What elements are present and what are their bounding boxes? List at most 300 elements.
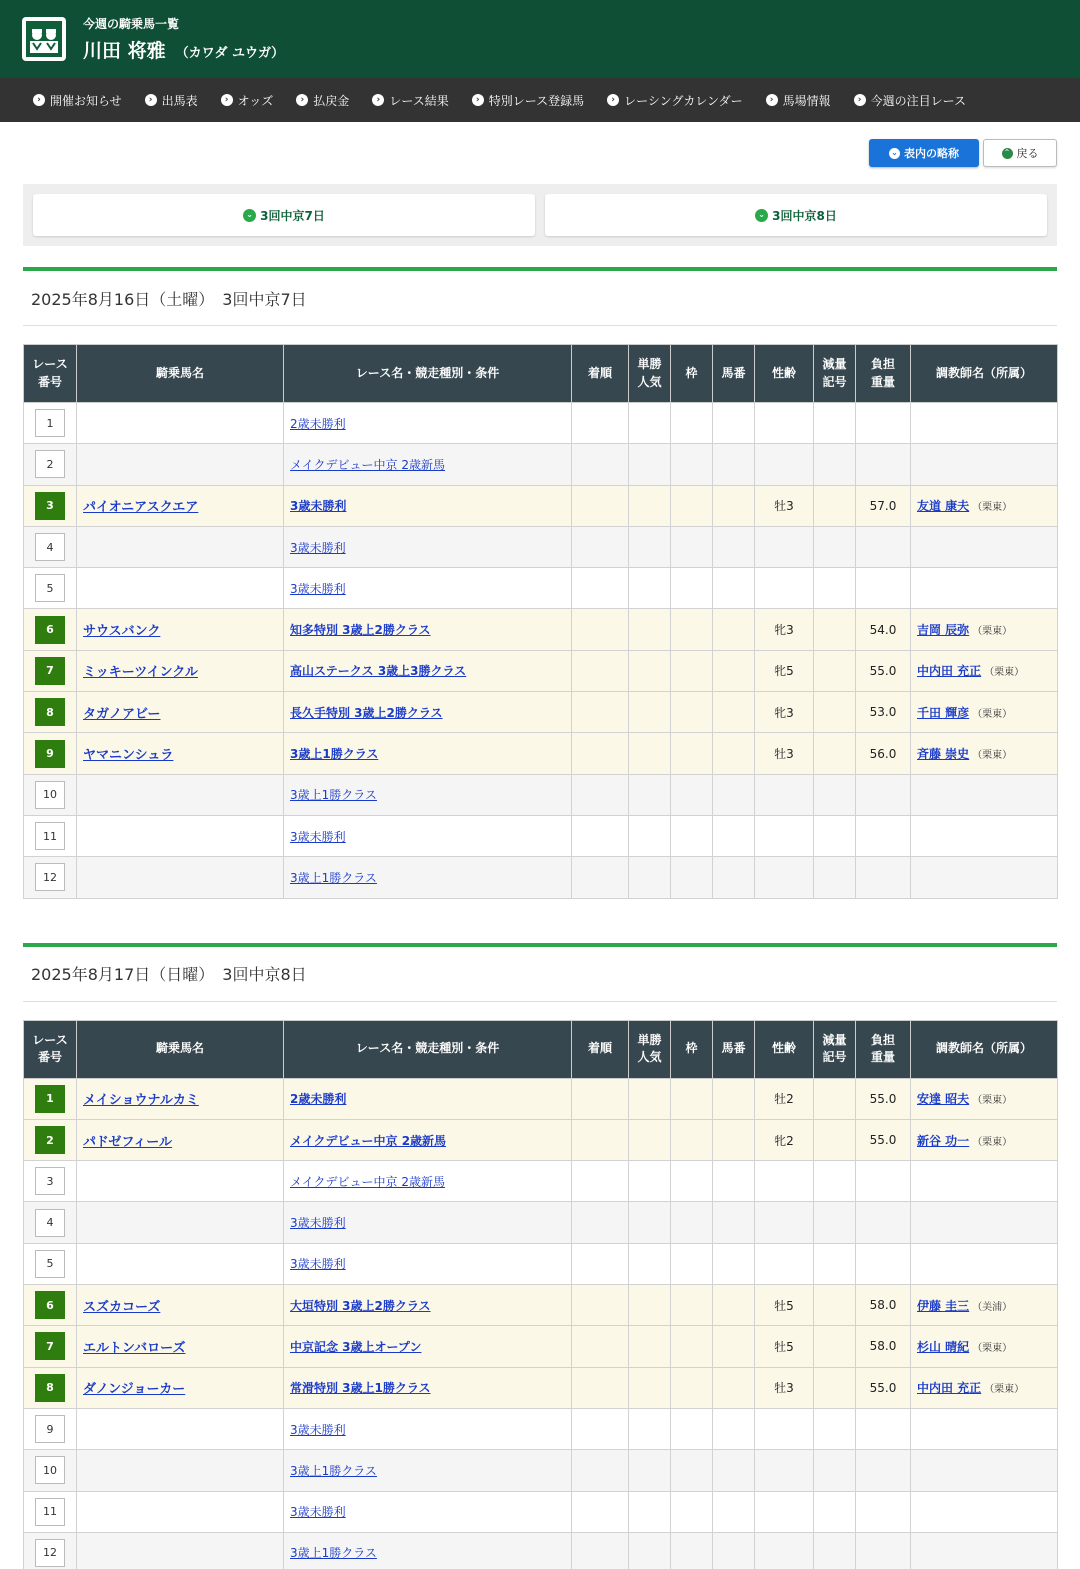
day-section-2 <box>23 943 1057 1569</box>
horse-link[interactable]: ミッキーツインクル <box>83 665 198 681</box>
frame-cell <box>671 1161 713 1202</box>
page-header <box>0 0 1080 78</box>
trainer-cell <box>911 815 1058 856</box>
col-frame: 枠 <box>671 1020 713 1078</box>
table-row <box>24 1450 1058 1491</box>
nav-item-odds[interactable]: › オッズ <box>221 92 274 109</box>
weight-cell: 55.0 <box>856 1367 911 1408</box>
frame-cell <box>671 403 713 444</box>
frame-cell <box>671 774 713 815</box>
trainer-cell <box>911 526 1058 567</box>
race-cell <box>284 1367 572 1408</box>
race-no-cell <box>24 1202 77 1243</box>
race-no-cell <box>24 857 77 898</box>
col-frame: 枠 <box>671 345 713 403</box>
chevron-right-icon: › <box>472 94 484 106</box>
horse-cell <box>77 815 284 856</box>
number-cell <box>713 526 755 567</box>
weight-mark-cell <box>814 1491 856 1532</box>
race-link[interactable]: 3歳未勝利 <box>290 1257 346 1272</box>
number-cell <box>713 568 755 609</box>
race-no-badge[interactable]: 6 <box>35 616 65 644</box>
nav-item-special-entries[interactable]: › 特別レース登録馬 <box>472 92 584 109</box>
day-tabs <box>23 184 1057 246</box>
trainer-link[interactable]: 杉山 晴紀 <box>917 1339 970 1354</box>
race-cell <box>284 857 572 898</box>
trainer-affiliation: （栗東） <box>972 502 1013 514</box>
horse-link[interactable]: スズカコーズ <box>83 1299 161 1315</box>
finish-cell <box>572 1367 629 1408</box>
race-link[interactable]: メイクデビュー中京 2歳新馬 <box>290 1174 445 1189</box>
horse-link[interactable]: ダノンジョーカー <box>83 1382 186 1398</box>
finish-cell <box>572 1161 629 1202</box>
race-cell <box>284 650 572 691</box>
finish-cell <box>572 1285 629 1326</box>
col-race-no: レース 番号 <box>24 345 77 403</box>
table-row <box>24 403 1058 444</box>
horse-link[interactable]: パイオニアスクエア <box>83 500 199 516</box>
nav-item-track-info[interactable]: › 馬場情報 <box>766 92 831 109</box>
race-link[interactable]: 3歳上1勝クラス <box>290 1463 377 1478</box>
race-no-cell <box>24 1367 77 1408</box>
popularity-cell <box>629 526 671 567</box>
sex-age-cell: 牝5 <box>755 650 814 691</box>
frame-cell <box>671 650 713 691</box>
day-section-1 <box>23 267 1057 899</box>
trainer-link[interactable]: 伊藤 圭三 <box>917 1298 970 1313</box>
col-number: 馬番 <box>713 345 755 403</box>
horse-cell <box>77 1532 284 1569</box>
weight-mark-cell <box>814 692 856 733</box>
horse-cell <box>77 1285 284 1326</box>
popularity-cell <box>629 1491 671 1532</box>
table-row <box>24 1161 1058 1202</box>
number-cell <box>713 774 755 815</box>
chevron-right-icon: › <box>372 94 384 106</box>
race-link[interactable]: 常滑特別 3歳上1勝クラス <box>290 1381 431 1396</box>
race-no-badge[interactable]: 5 <box>35 1250 65 1278</box>
race-link[interactable]: 3歳上1勝クラス <box>290 870 377 885</box>
popularity-cell <box>629 1243 671 1284</box>
weight-mark-cell <box>814 1326 856 1367</box>
weight-cell: 55.0 <box>856 650 911 691</box>
race-no-badge[interactable]: 10 <box>35 1456 65 1484</box>
weight-cell <box>856 568 911 609</box>
sex-age-cell: 牝3 <box>755 609 814 650</box>
back-button[interactable]: ⌃ 戻る <box>983 139 1057 167</box>
race-no-badge[interactable]: 2 <box>35 1126 65 1154</box>
number-cell <box>713 609 755 650</box>
table-row <box>24 609 1058 650</box>
frame-cell <box>671 1326 713 1367</box>
race-cell <box>284 485 572 526</box>
race-no-badge[interactable]: 3 <box>35 492 65 520</box>
horse-link[interactable]: エルトンバローズ <box>83 1340 186 1356</box>
main-nav <box>0 78 1080 122</box>
race-cell <box>284 774 572 815</box>
weight-mark-cell <box>814 1367 856 1408</box>
finish-cell <box>572 1243 629 1284</box>
finish-cell <box>572 857 629 898</box>
race-cell <box>284 1408 572 1449</box>
frame-cell <box>671 1532 713 1569</box>
nav-item-calendar[interactable]: › レーシングカレンダー <box>607 92 742 109</box>
weight-mark-cell <box>814 1243 856 1284</box>
chevron-down-icon: ⌄ <box>889 148 900 159</box>
race-cell <box>284 692 572 733</box>
race-table <box>23 344 1058 899</box>
number-cell <box>713 1243 755 1284</box>
weight-mark-cell <box>814 1202 856 1243</box>
race-no-cell <box>24 815 77 856</box>
frame-cell <box>671 1202 713 1243</box>
day-tab-2[interactable]: ⌄ 3回中京8日 <box>545 194 1047 236</box>
popularity-cell <box>629 1078 671 1119</box>
popularity-cell <box>629 1285 671 1326</box>
number-cell <box>713 1161 755 1202</box>
race-link[interactable]: 長久手特別 3歳上2勝クラス <box>290 705 443 720</box>
abbreviations-button[interactable]: ⌄ 表内の略称 <box>869 139 979 167</box>
weight-cell <box>856 1450 911 1491</box>
number-cell <box>713 1450 755 1491</box>
sex-age-cell <box>755 1450 814 1491</box>
horse-cell <box>77 1450 284 1491</box>
trainer-cell <box>911 1161 1058 1202</box>
horse-link[interactable]: タガノアビー <box>83 706 161 722</box>
number-cell <box>713 815 755 856</box>
race-no-badge[interactable]: 9 <box>35 740 65 768</box>
horse-link[interactable]: ヤマニンシュラ <box>83 748 174 764</box>
trainer-cell <box>911 857 1058 898</box>
weight-cell: 55.0 <box>856 1119 911 1160</box>
weight-mark-cell <box>814 1408 856 1449</box>
weight-mark-cell <box>814 1119 856 1160</box>
trainer-link[interactable]: 斉藤 崇史 <box>917 747 970 762</box>
race-cell <box>284 403 572 444</box>
frame-cell <box>671 692 713 733</box>
horse-link[interactable]: メイショウナルカミ <box>83 1093 199 1109</box>
race-cell <box>284 1119 572 1160</box>
sex-age-cell: 牡5 <box>755 1326 814 1367</box>
frame-cell <box>671 568 713 609</box>
col-finish: 着順 <box>572 1020 629 1078</box>
finish-cell <box>572 650 629 691</box>
frame-cell <box>671 733 713 774</box>
col-popularity: 単勝 人気 <box>629 1020 671 1078</box>
trainer-link[interactable]: 千田 輝彦 <box>917 705 970 720</box>
horse-cell <box>77 1408 284 1449</box>
weight-mark-cell <box>814 1161 856 1202</box>
trainer-affiliation: （栗東） <box>972 1136 1013 1148</box>
col-finish: 着順 <box>572 345 629 403</box>
trainer-cell <box>911 774 1058 815</box>
horse-cell <box>77 650 284 691</box>
col-trainer: 調教師名（所属） <box>911 345 1058 403</box>
race-no-badge[interactable]: 11 <box>35 822 65 850</box>
number-cell <box>713 1202 755 1243</box>
race-no-cell <box>24 1408 77 1449</box>
weight-mark-cell <box>814 403 856 444</box>
race-link[interactable]: 中京記念 3歳上オープン <box>290 1339 422 1354</box>
race-no-badge[interactable]: 7 <box>35 1332 65 1360</box>
weight-mark-cell <box>814 526 856 567</box>
race-link[interactable]: 3歳未勝利 <box>290 581 346 596</box>
race-no-cell <box>24 1450 77 1491</box>
popularity-cell <box>629 485 671 526</box>
nav-item-entries[interactable]: › 出馬表 <box>145 92 198 109</box>
race-no-badge[interactable]: 4 <box>35 1209 65 1237</box>
day-tab-1[interactable]: ⌄ 3回中京7日 <box>33 194 535 236</box>
chevron-right-icon: › <box>296 94 308 106</box>
table-row <box>24 1408 1058 1449</box>
frame-cell <box>671 1078 713 1119</box>
weight-cell: 58.0 <box>856 1326 911 1367</box>
sex-age-cell <box>755 1491 814 1532</box>
race-link[interactable]: 3歳未勝利 <box>290 1505 346 1520</box>
horse-cell <box>77 692 284 733</box>
trainer-cell <box>911 692 1058 733</box>
jockey-kana: （カワダ ユウガ） <box>175 46 285 61</box>
weight-mark-cell <box>814 1285 856 1326</box>
race-no-badge[interactable]: 4 <box>35 533 65 561</box>
trainer-cell <box>911 1078 1058 1119</box>
col-sex-age: 性齢 <box>755 345 814 403</box>
weight-mark-cell <box>814 650 856 691</box>
trainer-link[interactable]: 安達 昭夫 <box>917 1092 970 1107</box>
trainer-cell <box>911 1532 1058 1569</box>
weight-mark-cell <box>814 609 856 650</box>
trainer-cell <box>911 485 1058 526</box>
race-rows <box>24 1078 1058 1569</box>
finish-cell <box>572 1202 629 1243</box>
weight-mark-cell <box>814 857 856 898</box>
race-no-cell <box>24 403 77 444</box>
trainer-affiliation: （栗東） <box>972 750 1013 762</box>
table-row <box>24 1078 1058 1119</box>
trainer-link[interactable]: 吉岡 辰弥 <box>917 623 970 638</box>
horse-cell <box>77 774 284 815</box>
race-link[interactable]: 大垣特別 3歳上2勝クラス <box>290 1298 431 1313</box>
frame-cell <box>671 1491 713 1532</box>
finish-cell <box>572 1450 629 1491</box>
weight-mark-cell <box>814 1078 856 1119</box>
popularity-cell <box>629 650 671 691</box>
finish-cell <box>572 568 629 609</box>
race-no-badge[interactable]: 10 <box>35 781 65 809</box>
race-no-badge[interactable]: 8 <box>35 698 65 726</box>
number-cell <box>713 650 755 691</box>
popularity-cell <box>629 568 671 609</box>
frame-cell <box>671 1243 713 1284</box>
jockey-logo-icon <box>22 17 66 61</box>
race-no-cell <box>24 1243 77 1284</box>
chevron-right-icon: › <box>854 94 866 106</box>
col-race: レース名・競走種別・条件 <box>284 345 572 403</box>
race-no-badge[interactable]: 1 <box>35 409 65 437</box>
race-link[interactable]: 高山ステークス 3歳上3勝クラス <box>290 664 467 679</box>
number-cell <box>713 1532 755 1569</box>
weight-cell <box>856 526 911 567</box>
race-cell <box>284 1243 572 1284</box>
sex-age-cell <box>755 526 814 567</box>
race-link[interactable]: 3歳未勝利 <box>290 540 346 555</box>
col-race: レース名・競走種別・条件 <box>284 1020 572 1078</box>
race-no-badge[interactable]: 7 <box>35 657 65 685</box>
popularity-cell <box>629 1119 671 1160</box>
race-no-badge[interactable]: 9 <box>35 1415 65 1443</box>
race-no-cell <box>24 526 77 567</box>
race-no-badge[interactable]: 8 <box>35 1374 65 1402</box>
weight-mark-cell <box>814 733 856 774</box>
race-cell <box>284 1285 572 1326</box>
trainer-cell <box>911 609 1058 650</box>
horse-cell <box>77 485 284 526</box>
trainer-cell <box>911 1408 1058 1449</box>
table-row <box>24 857 1058 898</box>
frame-cell <box>671 609 713 650</box>
weight-mark-cell <box>814 1450 856 1491</box>
weight-cell <box>856 1532 911 1569</box>
trainer-cell <box>911 650 1058 691</box>
toolbar <box>0 122 1080 184</box>
sex-age-cell <box>755 1408 814 1449</box>
jockey-name: 川田 将雅 <box>83 40 166 62</box>
weight-cell <box>856 1202 911 1243</box>
table-row <box>24 650 1058 691</box>
race-no-badge[interactable]: 3 <box>35 1167 65 1195</box>
race-cell <box>284 1161 572 1202</box>
frame-cell <box>671 1408 713 1449</box>
popularity-cell <box>629 1367 671 1408</box>
trainer-link[interactable]: 中内田 充正 <box>917 664 982 679</box>
race-link[interactable]: 3歳未勝利 <box>290 829 346 844</box>
weight-cell: 56.0 <box>856 733 911 774</box>
horse-cell <box>77 733 284 774</box>
race-no-cell <box>24 1285 77 1326</box>
race-no-cell <box>24 444 77 485</box>
weight-mark-cell <box>814 815 856 856</box>
race-no-badge[interactable]: 5 <box>35 574 65 602</box>
race-link[interactable]: 3歳上1勝クラス <box>290 1546 377 1561</box>
col-race-no: レース 番号 <box>24 1020 77 1078</box>
finish-cell <box>572 444 629 485</box>
col-trainer: 調教師名（所属） <box>911 1020 1058 1078</box>
race-no-badge[interactable]: 2 <box>35 450 65 478</box>
trainer-cell <box>911 733 1058 774</box>
table-row <box>24 1243 1058 1284</box>
sex-age-cell <box>755 1202 814 1243</box>
sex-age-cell <box>755 568 814 609</box>
trainer-link[interactable]: 中内田 充正 <box>917 1381 982 1396</box>
weight-cell <box>856 1161 911 1202</box>
chevron-down-icon: ⌄ <box>755 209 768 222</box>
sex-age-cell <box>755 857 814 898</box>
horse-cell <box>77 1161 284 1202</box>
race-cell <box>284 1532 572 1569</box>
col-weight-mark: 減量 記号 <box>814 1020 856 1078</box>
race-link[interactable]: 3歳未勝利 <box>290 1422 346 1437</box>
race-cell <box>284 1078 572 1119</box>
nav-item-featured[interactable]: › 今週の注目レース <box>854 92 966 109</box>
weight-cell: 55.0 <box>856 1078 911 1119</box>
finish-cell <box>572 1326 629 1367</box>
trainer-link[interactable]: 友道 康夫 <box>917 499 970 514</box>
number-cell <box>713 692 755 733</box>
horse-link[interactable]: パドゼフィール <box>83 1134 173 1150</box>
race-no-cell <box>24 1491 77 1532</box>
race-link[interactable]: 2歳未勝利 <box>290 1092 347 1107</box>
race-no-badge[interactable]: 12 <box>35 863 65 891</box>
trainer-cell <box>911 568 1058 609</box>
finish-cell <box>572 1532 629 1569</box>
race-no-cell <box>24 609 77 650</box>
nav-item-results[interactable]: › レース結果 <box>372 92 448 109</box>
popularity-cell <box>629 1450 671 1491</box>
race-link[interactable]: メイクデビュー中京 2歳新馬 <box>290 457 445 472</box>
race-link[interactable]: 知多特別 3歳上2勝クラス <box>290 623 431 638</box>
race-cell <box>284 733 572 774</box>
finish-cell <box>572 1408 629 1449</box>
race-no-cell <box>24 1078 77 1119</box>
race-cell <box>284 1491 572 1532</box>
trainer-affiliation: （美浦） <box>972 1301 1013 1313</box>
trainer-link[interactable]: 新谷 功一 <box>917 1133 970 1148</box>
weight-cell <box>856 857 911 898</box>
race-table <box>23 1020 1058 1569</box>
frame-cell <box>671 857 713 898</box>
race-rows <box>24 403 1058 899</box>
sex-age-cell: 牡3 <box>755 1367 814 1408</box>
nav-item-notice[interactable]: › 開催お知らせ <box>33 92 122 109</box>
number-cell <box>713 1119 755 1160</box>
race-link[interactable]: 3歳上1勝クラス <box>290 747 379 762</box>
race-link[interactable]: 2歳未勝利 <box>290 416 346 431</box>
popularity-cell <box>629 1532 671 1569</box>
race-cell <box>284 609 572 650</box>
race-no-badge[interactable]: 6 <box>35 1291 65 1319</box>
sex-age-cell: 牡2 <box>755 1078 814 1119</box>
popularity-cell <box>629 1326 671 1367</box>
sex-age-cell: 牝2 <box>755 1119 814 1160</box>
race-link[interactable]: 3歳未勝利 <box>290 1216 346 1231</box>
finish-cell <box>572 815 629 856</box>
horse-link[interactable]: サウスバンク <box>83 624 161 640</box>
table-row <box>24 1285 1058 1326</box>
trainer-cell <box>911 1285 1058 1326</box>
chevron-right-icon: › <box>766 94 778 106</box>
weight-cell <box>856 1243 911 1284</box>
finish-cell <box>572 403 629 444</box>
race-no-badge[interactable]: 11 <box>35 1498 65 1526</box>
race-link[interactable]: 3歳上1勝クラス <box>290 788 377 803</box>
race-link[interactable]: メイクデビュー中京 2歳新馬 <box>290 1133 447 1148</box>
number-cell <box>713 857 755 898</box>
sex-age-cell <box>755 1243 814 1284</box>
nav-item-payout[interactable]: › 払戻金 <box>296 92 349 109</box>
race-no-badge[interactable]: 12 <box>35 1539 65 1567</box>
race-cell <box>284 1326 572 1367</box>
race-link[interactable]: 3歳未勝利 <box>290 499 347 514</box>
frame-cell <box>671 1367 713 1408</box>
popularity-cell <box>629 733 671 774</box>
race-no-badge[interactable]: 1 <box>35 1085 65 1113</box>
race-no-cell <box>24 774 77 815</box>
horse-cell <box>77 1491 284 1532</box>
trainer-affiliation: （栗東） <box>984 667 1025 679</box>
number-cell <box>713 403 755 444</box>
number-cell <box>713 1408 755 1449</box>
trainer-cell <box>911 1450 1058 1491</box>
